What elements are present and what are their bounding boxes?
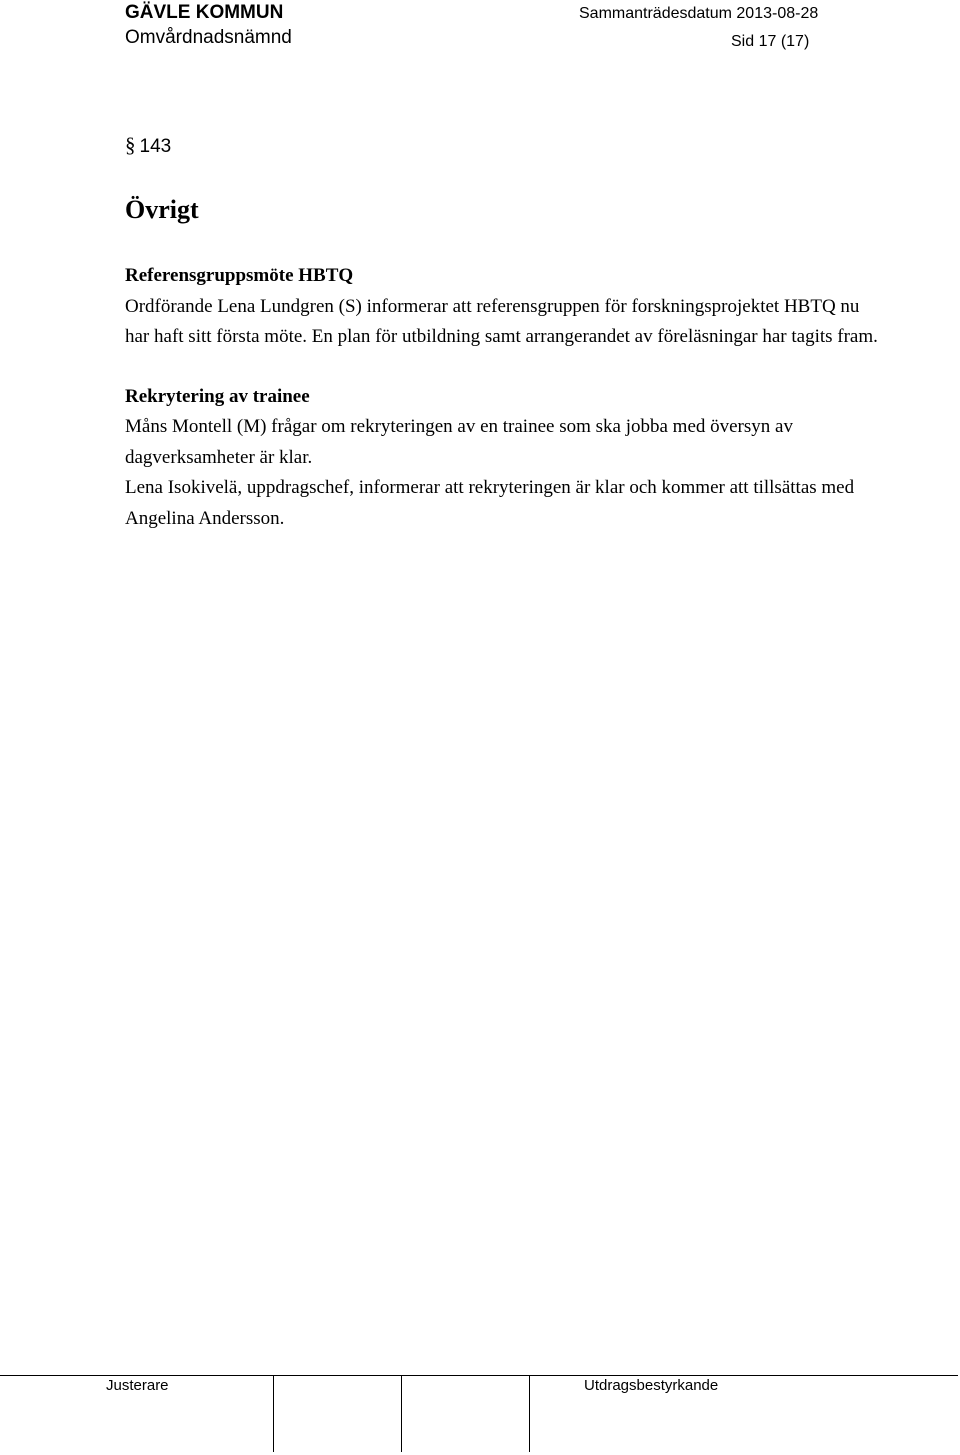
organization-name: GÄVLE KOMMUN: [125, 2, 284, 23]
meeting-date: Sammanträdesdatum 2013-08-28: [579, 5, 819, 22]
section-rekrytering: [125, 382, 885, 535]
section-paragraph: Ordförande Lena Lundgren (S) informerar att referensgruppen för forskningsprojektet HBTQ nu har haft sitt första möte. En plan för utbildning samt arrangerandet av föreläsningar har tagits fram.: [125, 295, 878, 347]
section-symbol: §: [125, 133, 136, 157]
footer-divider: [273, 1376, 274, 1452]
footer-justerare-label: Justerare: [106, 1377, 169, 1394]
section-referensgrupp: [125, 261, 885, 353]
paragraph-number-value: 143: [139, 136, 172, 157]
section-title: Referensgruppsmöte HBTQ: [125, 265, 354, 286]
footer-divider: [529, 1376, 530, 1452]
committee-name: Omvårdnadsnämnd: [125, 27, 292, 48]
section-title: Rekrytering av trainee: [125, 385, 310, 407]
footer-rule: [0, 1375, 958, 1376]
page-title: Övrigt: [125, 195, 199, 224]
footer-divider: [401, 1376, 402, 1452]
page-number: Sid 17 (17): [731, 33, 810, 50]
section-paragraph: Måns Montell (M) frågar om rekryteringen av en trainee som ska jobba med översyn av dagverksamheter är klar.: [125, 416, 793, 468]
document-body: [125, 261, 885, 534]
paragraph-number: [125, 134, 171, 158]
section-spacer: [125, 353, 885, 382]
section-paragraph: Lena Isokivelä, uppdragschef, informerar att rekryteringen är klar och kommer att tillsättas med Angelina Andersson.: [125, 477, 855, 529]
footer-utdragsbestyrkande-label: Utdragsbestyrkande: [584, 1377, 719, 1394]
